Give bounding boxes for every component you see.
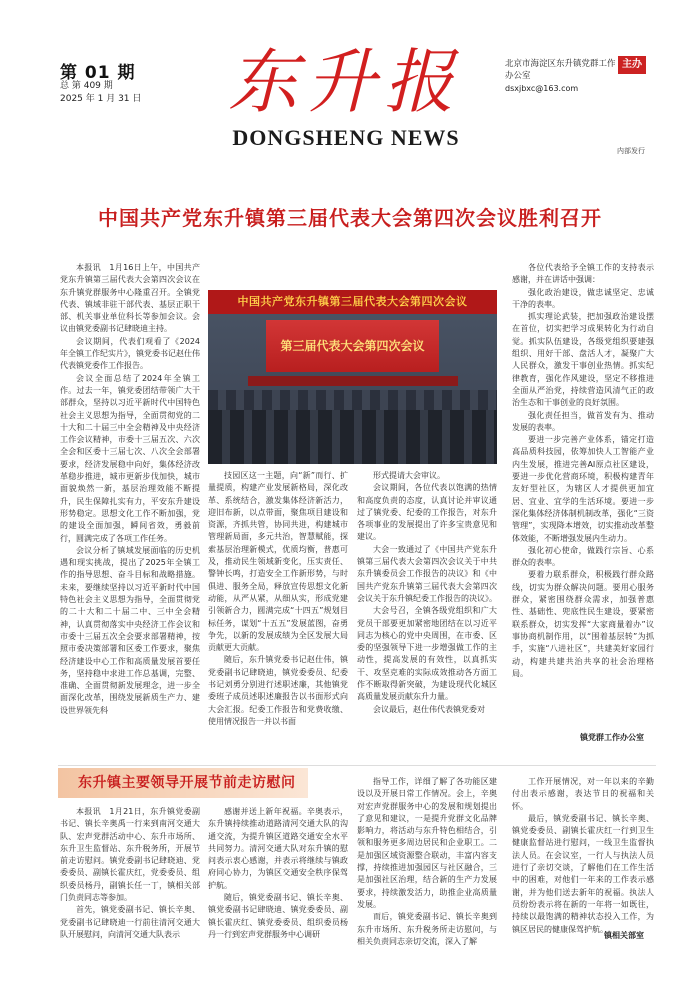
article1-paragraph: 强化责任担当，做首发有为、推动发展的表率。 <box>512 410 654 432</box>
article2-paragraph: 最后，镇党委副书记、镇长辛奥、镇党委委员、副镇长霍庆红一行到卫生健康监督站进行慰问，一线卫生监督执法人员。在会议室，一行人与执法人员进行了亲切交谈，了解他们在工作生活中的困难，对他们一年来的工作表示感谢，并为他们送去新年的祝福。执法人员纷纷表示将在新的一年将一如既往，持续以最饱满的精神状态投入工作，为镇区居民的健康保驾护航。 <box>512 813 654 934</box>
article1-paragraph: 会议期间，代表们观看了《2024年全镇工作纪实片》，镇党委书记赵仕伟代表镇党委作工作报告。 <box>60 336 200 371</box>
issue-number: 第 01 期 <box>60 63 136 83</box>
host-badge: 主办 <box>618 56 646 74</box>
publisher-name: 北京市海淀区东升镇党群工作办公室 <box>505 59 616 81</box>
article1-paragraph: 强化初心使命，做践行宗旨、心系群众的表率。 <box>512 545 654 568</box>
contact-email: dsxjbxc@163.com <box>505 84 579 93</box>
article1-paragraph: 抓实理论武装，把加强政治建设摆在首位，切实把学习成果转化为行动自觉。抓实队伍建设，各级党组织要建强组织、用好干部、盘活人才，凝聚广大人民群众，激发干事创业热情。抓实纪律教育，强化作风建设，坚定不移推进全面从严治党，持续营造风清气正的政治生态和干事创业的良好氛围。 <box>512 312 654 408</box>
article1-column-2 <box>208 470 348 728</box>
article1-column-3 <box>357 470 497 716</box>
article1-paragraph: 会议期间，各位代表以饱满的热情和高度负责的态度，认真讨论并审议通过了镇党委、纪委的工作报告，对东升各项事业的发展提出了许多宝贵意见和建议。 <box>357 483 497 542</box>
section-divider <box>58 765 656 766</box>
newspaper-logo: 东升报 <box>228 41 462 123</box>
article2-paragraph: 本报讯 1月21日，东升镇党委副书记、镇长辛奥禹一行来到南河交通大队、宏声党群活动中心、东升市场所、东升卫生监督站、东升税务所，开展节前走访慰问。镇党委副书记肆晓迪、党委委员、副镇长霍庆红，党委委员、组织委员杨丹，副镇长任一丁，镇相关部门负责同志等参加。 <box>60 807 200 903</box>
article2-paragraph: 工作开展情况，对一年以来的辛勤付出表示感谢，表达节日的祝福和关怀。 <box>512 777 654 811</box>
article1-paragraph: 各位代表给予全镇工作的支持表示感谢，并在讲话中强调： <box>512 263 654 285</box>
article1-paragraph: 形式提请大会审议。 <box>373 471 445 480</box>
presidium-table <box>248 376 458 386</box>
article2-column-2 <box>208 806 348 941</box>
article1-byline: 镇党群工作办公室 <box>580 733 644 742</box>
article2-headline: 东升镇主要领导开展节前走访慰问 <box>78 775 296 791</box>
article2-paragraph: 指导工作，详细了解了各功能区建设以及开展日常工作情况。会上，辛奥对宏声党群服务中心的发展和规划提出了意见和建议，一是提升党群文化品牌影响力，将活动与东升特色相结合，引领和服务更多周边居民和企业职工。二是加强区域资源整合联动，丰富内容支撑，持续推进加强园区与社区融合，三是加强社区治理，结合新的生产力发展要求，持续激发活力，助推企业高质量发展。 <box>357 777 497 909</box>
article2-paragraph: 随后，镇党委副书记、镇长辛奥、镇党委副书记肆晓迪、镇党委委员、副镇长霍庆红、镇党委委员、组织委员杨丹一行到宏声党群服务中心调研 <box>208 893 348 939</box>
publish-date: 2025 年 1 月 31 日 <box>60 94 142 104</box>
article1-paragraph: 会议全面总结了2024年全镇工作。过去一年，镇党委团结带领广大干部群众，坚持以习近平新时代中国特色社会主义思想为指导，全面贯彻党的二十大和二十届三中全会精神及中央经济工作会议精神，市委十三届五次、六次全会和区委十三届七次、八次全会部署要求，经济发展稳中向好，集体经济改革稳步推进，城市更新步伐加快，城市面貌焕然一新，基层治理效能不断提升，民生保障扎实有力，平安东升建设形势稳定。思想文化工作不断加强，党的建设全面加强，瞬间省效，勇毅前行，圆满完成了各项工作任务。 <box>60 373 200 543</box>
conference-photo <box>208 290 497 464</box>
article1-column-1 <box>60 262 200 717</box>
article1-paragraph: 技园区这一主题，向“新”而行、扩量提质，构建产业发展新格局，深化改革、系统结合，激发集体经济新活力，迎旧布新，以点带面，聚焦项目建设和资源，齐抓共管，协同共进，构建城市管理新局面，多元共治，智慧赋能，探索基层治理新模式，优质均衡，普惠可及，推动民生领域新变化，压实责任、警钟长鸣，打造安全工作新形势，与时俱进、服务全局，释放宣传思想文化新动能，从严从紧，从细从实，形成党建引领新合力，圆满完成“十四五”规划目标任务，谋划“十五五”发展蓝图，奋勇争先，以新的发展成绩为全区发展大局贡献更大贡献。 <box>208 471 348 653</box>
article2-column-1 <box>60 806 200 941</box>
article1-paragraph: 大会号召，全镇各级党组织和广大党员干部要更加紧密地团结在以习近平同志为核心的党中央周围，在市委、区委的坚强领导下进一步增强做工作的主动性，提高发展的有效性，以真抓实干、攻坚克难的实际成效推动各方面工作不断取得新突破，为建设现代化城区高质量发展贡献东升力量。 <box>357 606 497 702</box>
article1-column-4 <box>512 262 654 680</box>
photo-screen-text: 第三届代表大会第四次会议 <box>266 320 439 372</box>
audience-front-rows <box>208 410 497 464</box>
article1-paragraph: 随后，东升镇党委书记赵仕伟，镇党委副书记肆晓迪，镇党委委员、纪委书记刘勇分别进行述职述廉，其他镇党委班子成员述职述廉报告以书面形式向大会汇报。纪委工作报告和党费收缴、使用情况报告一并以书面 <box>208 655 348 726</box>
article2-column-3 <box>357 776 497 948</box>
article1-paragraph: 本报讯 1月16日上午，中国共产党东升镇第三届代表大会第四次会议在东升镇党群服务中心隆重召开。全镇党代表、镇域非驻干部代表、基层正职干部、机关事业单位科长等参加会议。会议由镇党委副书记肆晓迪主持。 <box>60 263 200 334</box>
photo-banner-text: 中国共产党东升镇第三届代表大会第四次会议 <box>208 290 497 314</box>
article1-paragraph: 要进一步完善产业体系，锚定打造高品质科技园，依筹加快人工智能产业内生发展，推进完善AI原点社区建设，要进一步优化营商环境，积极构建青年友好型社区，为辖区人才提供更加宜居、宜业、宜学的生活环境。要进一步深化集体经济体制机制改革，强化“三资管理”，实现降本增效，切实推动改革整体效能，不断增强发展内生动力。 <box>512 435 654 543</box>
article2-paragraph: 感谢并送上新年祝福。辛奥表示，东升镇持续推动道路清河交通大队的沟通交流，为提升镇区道路交通安全水平共同努力。清河交通大队对东升镇的慰问表示衷心感谢，并表示将继续与镇政府同心协力，为镇区交通安全秩序保驾护航。 <box>208 807 348 890</box>
newspaper-name-english: DONGSHENG NEWS <box>232 125 460 150</box>
article1-paragraph: 强化政治建设，做忠诚坚定、忠诚干净的表率。 <box>512 287 654 309</box>
article1-paragraph: 会议最后，赵仕伟代表镇党委对 <box>373 704 485 714</box>
article2-byline: 镇相关部室 <box>604 931 644 940</box>
article2-paragraph: 首先，镇党委副书记、镇长辛奥、党委副书记肆晓迪一行前往清河交通大队开展慰问，向清河交通大队表示 <box>60 905 200 939</box>
article2-paragraph: 而后，镇党委副书记、镇长辛奥到东升市场所、东升税务所走访慰问，与相关负责同志亲切交流，深入了解 <box>357 912 497 946</box>
article1-paragraph: 会议分析了镇域发展面临的历史机遇和现实挑战，提出了2025年全镇工作的指导思想、奋斗目标和战略措施。未来，要继续坚持以习近平新时代中国特色社会主义思想为指导，全面贯彻党的二十大和二十届二中、三中全会精神，认真贯彻落实中央经济工作会议和市委十三届五次全会要求部署精神，按照市委决策部署和区委工作要求，聚焦经济建设中心工作和高质量发展首要任务，坚持稳中求进工作总基调，完整、准确、全面贯彻新发展理念，进一步全面深化改革，围绕发展新质生产力、建设世界领先科 <box>60 545 200 715</box>
article1-paragraph: 要着力联系群众，积极践行群众路线，切实为群众解决问题。要用心服务群众，紧密围绕群众需求，加强普惠性、基础性、兜底性民生建设，要紧密联系群众，切实发挥“大家商量着办”议事协商机制作用，以“围着基层转”为抓手，实施“八进社区”，共建美好家园行动，构建共建共治共享的社会治理格局。 <box>512 570 654 678</box>
total-issue-number: 总 第 409 期 <box>60 81 113 91</box>
internal-distribution-label: 内部发行 <box>617 147 645 155</box>
article1-paragraph: 大会一致通过了《中国共产党东升镇第三届代表大会第四次会议关于中共东升镇委员会工作报告的决议》和《中国共产党东升镇第三届代表大会第四次会议关于东升镇纪委工作报告的决议》。 <box>357 544 497 603</box>
article2-column-4 <box>512 776 654 936</box>
main-headline: 中国共产党东升镇第三届代表大会第四次会议胜利召开 <box>98 206 602 230</box>
